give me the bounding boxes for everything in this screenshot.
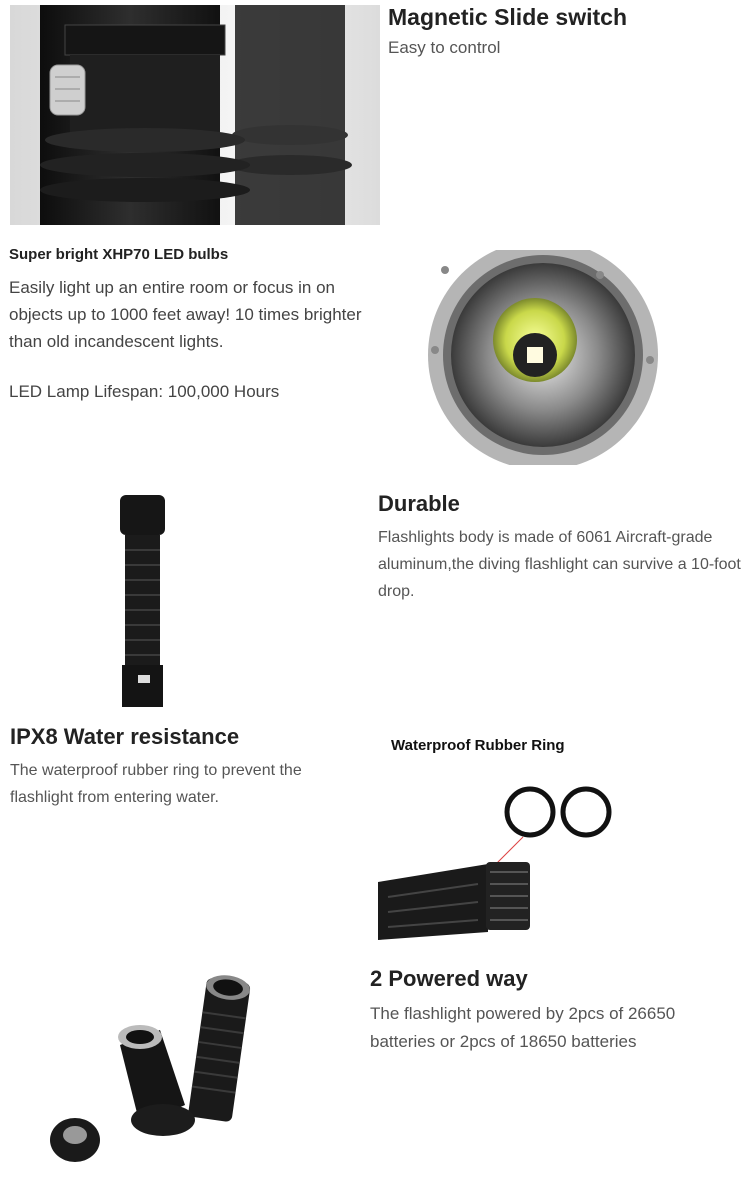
durable-desc: Flashlights body is made of 6061 Aircraft-grade aluminum,the diving flashlight can survive a 10-foot drop. [378,529,741,600]
water-title: IPX8 Water resistance [10,724,240,749]
power-desc: The flashlight powered by 2pcs of 26650 batteries or 2pcs of 18650 batteries [370,1004,676,1051]
power-title: 2 Powered way [370,966,528,991]
led-bulb-image [425,250,665,465]
flashlight-body-image [110,495,175,707]
durable-title: Durable [378,491,460,516]
flashlight-parts-image [45,975,305,1180]
rubber-ring-label: Waterproof Rubber Ring [391,737,565,754]
switch-title: Magnetic Slide switch [388,4,627,30]
led-lifespan: LED Lamp Lifespan: 100,000 Hours [9,382,280,401]
rubber-ring-image [378,732,648,942]
magnetic-switch-image [10,5,380,225]
water-desc: The waterproof rubber ring to prevent the flashlight from entering water. [10,762,302,806]
switch-desc: Easy to control [388,38,501,57]
led-desc: Easily light up an entire room or focus in on objects up to 1000 feet away! 10 times brighter than old incandescent lights. [9,278,362,351]
led-title: Super bright XHP70 LED bulbs [9,246,229,263]
